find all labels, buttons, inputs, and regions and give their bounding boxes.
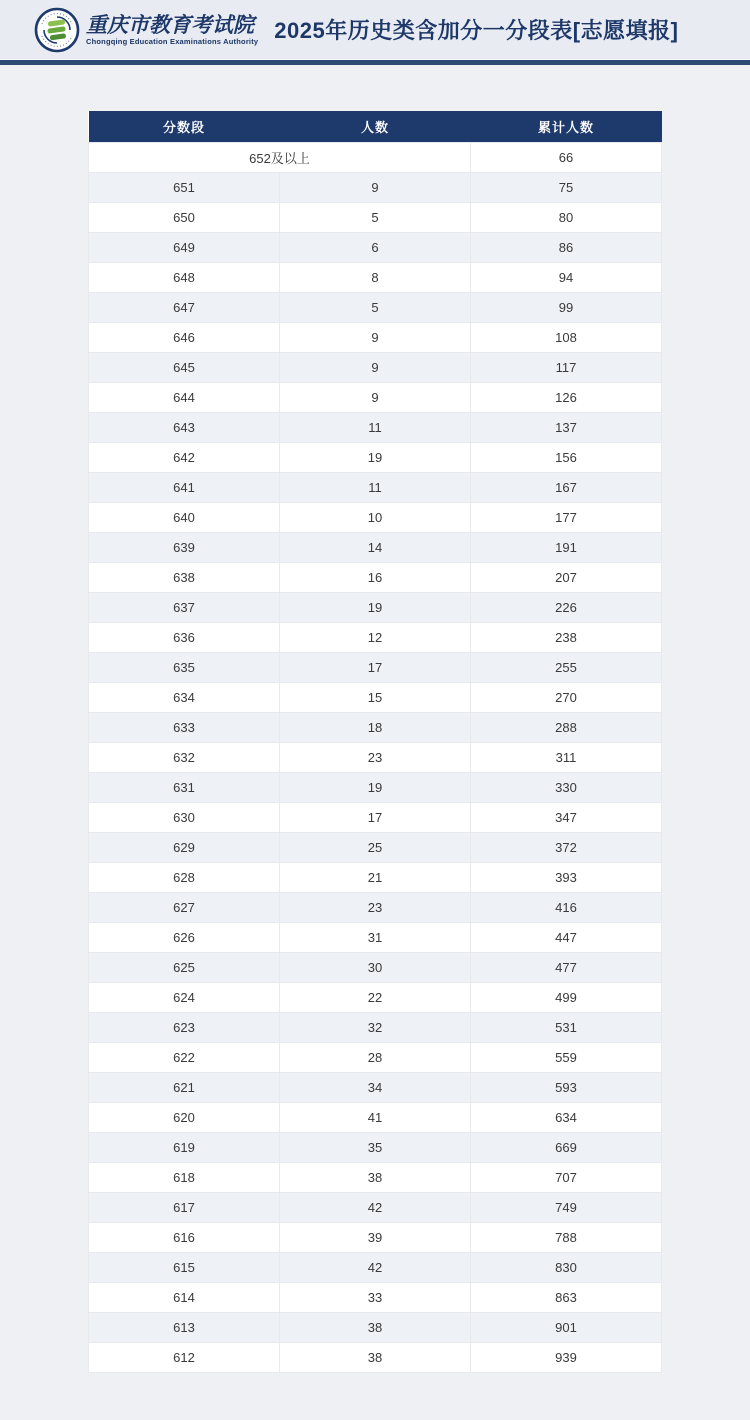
score-range-cell: 650 bbox=[89, 202, 280, 232]
table-row bbox=[89, 562, 662, 592]
table-row bbox=[89, 292, 662, 322]
cumulative-cell: 669 bbox=[471, 1132, 662, 1162]
score-range-cell: 626 bbox=[89, 922, 280, 952]
count-cell: 30 bbox=[280, 952, 471, 982]
cumulative-cell: 347 bbox=[471, 802, 662, 832]
score-range-cell: 645 bbox=[89, 352, 280, 382]
table-row bbox=[89, 892, 662, 922]
score-range-cell: 652及以上 bbox=[89, 142, 471, 172]
table-row bbox=[89, 1192, 662, 1222]
cumulative-cell: 226 bbox=[471, 592, 662, 622]
col-header-score-range: 分数段 bbox=[89, 111, 280, 142]
count-cell: 34 bbox=[280, 1072, 471, 1102]
cumulative-cell: 288 bbox=[471, 712, 662, 742]
col-header-count: 人数 bbox=[280, 111, 471, 142]
cumulative-cell: 330 bbox=[471, 772, 662, 802]
score-range-cell: 617 bbox=[89, 1192, 280, 1222]
score-table-body bbox=[89, 142, 662, 1372]
count-cell: 38 bbox=[280, 1312, 471, 1342]
cumulative-cell: 531 bbox=[471, 1012, 662, 1042]
count-cell: 12 bbox=[280, 622, 471, 652]
table-row bbox=[89, 712, 662, 742]
score-range-cell: 637 bbox=[89, 592, 280, 622]
count-cell: 28 bbox=[280, 1042, 471, 1072]
score-range-cell: 636 bbox=[89, 622, 280, 652]
count-cell: 11 bbox=[280, 412, 471, 442]
cumulative-cell: 416 bbox=[471, 892, 662, 922]
table-row bbox=[89, 532, 662, 562]
cumulative-cell: 447 bbox=[471, 922, 662, 952]
count-cell: 8 bbox=[280, 262, 471, 292]
count-cell: 16 bbox=[280, 562, 471, 592]
score-range-cell: 641 bbox=[89, 472, 280, 502]
cumulative-cell: 66 bbox=[471, 142, 662, 172]
table-row bbox=[89, 172, 662, 202]
count-cell: 39 bbox=[280, 1222, 471, 1252]
cumulative-cell: 593 bbox=[471, 1072, 662, 1102]
score-range-cell: 642 bbox=[89, 442, 280, 472]
score-range-cell: 629 bbox=[89, 832, 280, 862]
table-row bbox=[89, 652, 662, 682]
score-table bbox=[88, 111, 662, 1373]
count-cell: 9 bbox=[280, 172, 471, 202]
score-range-cell: 622 bbox=[89, 1042, 280, 1072]
count-cell: 15 bbox=[280, 682, 471, 712]
cumulative-cell: 137 bbox=[471, 412, 662, 442]
org-name-en: Chongqing Education Examinations Authority bbox=[86, 36, 259, 46]
table-row bbox=[89, 772, 662, 802]
score-range-cell: 613 bbox=[89, 1312, 280, 1342]
score-range-cell: 646 bbox=[89, 322, 280, 352]
score-range-cell: 644 bbox=[89, 382, 280, 412]
org-logo[interactable] bbox=[34, 7, 258, 53]
score-range-cell: 648 bbox=[89, 262, 280, 292]
count-cell: 19 bbox=[280, 772, 471, 802]
score-range-cell: 643 bbox=[89, 412, 280, 442]
count-cell: 9 bbox=[280, 382, 471, 412]
count-cell: 19 bbox=[280, 442, 471, 472]
cumulative-cell: 477 bbox=[471, 952, 662, 982]
table-row bbox=[89, 142, 662, 172]
cumulative-cell: 863 bbox=[471, 1282, 662, 1312]
score-range-cell: 623 bbox=[89, 1012, 280, 1042]
table-row bbox=[89, 202, 662, 232]
cumulative-cell: 707 bbox=[471, 1162, 662, 1192]
count-cell: 17 bbox=[280, 652, 471, 682]
score-range-cell: 639 bbox=[89, 532, 280, 562]
table-header-row bbox=[89, 111, 662, 142]
cumulative-cell: 939 bbox=[471, 1342, 662, 1372]
cumulative-cell: 634 bbox=[471, 1102, 662, 1132]
table-row bbox=[89, 382, 662, 412]
score-range-cell: 619 bbox=[89, 1132, 280, 1162]
count-cell: 23 bbox=[280, 742, 471, 772]
page-title: 2025年历史类含加分一分段表[志愿填报] bbox=[274, 18, 679, 43]
table-row bbox=[89, 412, 662, 442]
count-cell: 5 bbox=[280, 292, 471, 322]
table-row bbox=[89, 442, 662, 472]
cumulative-cell: 86 bbox=[471, 232, 662, 262]
cumulative-cell: 126 bbox=[471, 382, 662, 412]
cumulative-cell: 393 bbox=[471, 862, 662, 892]
cumulative-cell: 372 bbox=[471, 832, 662, 862]
score-range-cell: 638 bbox=[89, 562, 280, 592]
count-cell: 38 bbox=[280, 1342, 471, 1372]
cumulative-cell: 156 bbox=[471, 442, 662, 472]
score-range-cell: 647 bbox=[89, 292, 280, 322]
cumulative-cell: 901 bbox=[471, 1312, 662, 1342]
table-row bbox=[89, 922, 662, 952]
table-row bbox=[89, 1282, 662, 1312]
cumulative-cell: 749 bbox=[471, 1192, 662, 1222]
cumulative-cell: 830 bbox=[471, 1252, 662, 1282]
table-row bbox=[89, 1102, 662, 1132]
cumulative-cell: 191 bbox=[471, 532, 662, 562]
score-range-cell: 612 bbox=[89, 1342, 280, 1372]
site-header bbox=[0, 0, 750, 60]
score-range-cell: 625 bbox=[89, 952, 280, 982]
score-range-cell: 634 bbox=[89, 682, 280, 712]
table-row bbox=[89, 622, 662, 652]
count-cell: 42 bbox=[280, 1252, 471, 1282]
cumulative-cell: 94 bbox=[471, 262, 662, 292]
score-range-cell: 627 bbox=[89, 892, 280, 922]
cumulative-cell: 75 bbox=[471, 172, 662, 202]
score-range-cell: 635 bbox=[89, 652, 280, 682]
table-row bbox=[89, 262, 662, 292]
cumulative-cell: 499 bbox=[471, 982, 662, 1012]
count-cell: 9 bbox=[280, 352, 471, 382]
score-table-head bbox=[89, 111, 662, 142]
count-cell: 11 bbox=[280, 472, 471, 502]
table-row bbox=[89, 802, 662, 832]
count-cell: 10 bbox=[280, 502, 471, 532]
col-header-cumulative: 累计人数 bbox=[471, 111, 662, 142]
count-cell: 31 bbox=[280, 922, 471, 952]
count-cell: 23 bbox=[280, 892, 471, 922]
cumulative-cell: 99 bbox=[471, 292, 662, 322]
cumulative-cell: 177 bbox=[471, 502, 662, 532]
table-row bbox=[89, 952, 662, 982]
score-range-cell: 620 bbox=[89, 1102, 280, 1132]
score-range-cell: 633 bbox=[89, 712, 280, 742]
table-row bbox=[89, 1042, 662, 1072]
score-range-cell: 630 bbox=[89, 802, 280, 832]
count-cell: 25 bbox=[280, 832, 471, 862]
cumulative-cell: 255 bbox=[471, 652, 662, 682]
count-cell: 6 bbox=[280, 232, 471, 262]
content-area bbox=[0, 65, 750, 1373]
table-row bbox=[89, 1072, 662, 1102]
cumulative-cell: 311 bbox=[471, 742, 662, 772]
table-row bbox=[89, 832, 662, 862]
org-emblem-icon bbox=[34, 7, 80, 53]
org-name-zh: 重庆市教育考试院 bbox=[86, 11, 254, 37]
score-range-cell: 615 bbox=[89, 1252, 280, 1282]
cumulative-cell: 117 bbox=[471, 352, 662, 382]
table-row bbox=[89, 682, 662, 712]
score-range-cell: 628 bbox=[89, 862, 280, 892]
cumulative-cell: 167 bbox=[471, 472, 662, 502]
table-row bbox=[89, 322, 662, 352]
table-row bbox=[89, 502, 662, 532]
table-row bbox=[89, 1342, 662, 1372]
score-range-cell: 616 bbox=[89, 1222, 280, 1252]
table-row bbox=[89, 1252, 662, 1282]
score-range-cell: 621 bbox=[89, 1072, 280, 1102]
score-range-cell: 649 bbox=[89, 232, 280, 262]
count-cell: 38 bbox=[280, 1162, 471, 1192]
table-row bbox=[89, 1222, 662, 1252]
count-cell: 17 bbox=[280, 802, 471, 832]
count-cell: 33 bbox=[280, 1282, 471, 1312]
table-row bbox=[89, 472, 662, 502]
cumulative-cell: 559 bbox=[471, 1042, 662, 1072]
table-row bbox=[89, 862, 662, 892]
score-range-cell: 632 bbox=[89, 742, 280, 772]
score-range-cell: 614 bbox=[89, 1282, 280, 1312]
count-cell: 14 bbox=[280, 532, 471, 562]
count-cell: 32 bbox=[280, 1012, 471, 1042]
cumulative-cell: 80 bbox=[471, 202, 662, 232]
count-cell: 19 bbox=[280, 592, 471, 622]
cumulative-cell: 270 bbox=[471, 682, 662, 712]
count-cell: 22 bbox=[280, 982, 471, 1012]
table-row bbox=[89, 1012, 662, 1042]
table-row bbox=[89, 742, 662, 772]
score-range-cell: 624 bbox=[89, 982, 280, 1012]
score-range-cell: 640 bbox=[89, 502, 280, 532]
cumulative-cell: 207 bbox=[471, 562, 662, 592]
table-row bbox=[89, 1312, 662, 1342]
cumulative-cell: 108 bbox=[471, 322, 662, 352]
count-cell: 41 bbox=[280, 1102, 471, 1132]
count-cell: 35 bbox=[280, 1132, 471, 1162]
table-row bbox=[89, 352, 662, 382]
count-cell: 18 bbox=[280, 712, 471, 742]
table-row bbox=[89, 1162, 662, 1192]
table-row bbox=[89, 232, 662, 262]
cumulative-cell: 788 bbox=[471, 1222, 662, 1252]
cumulative-cell: 238 bbox=[471, 622, 662, 652]
table-row bbox=[89, 592, 662, 622]
count-cell: 21 bbox=[280, 862, 471, 892]
table-row bbox=[89, 1132, 662, 1162]
org-name-block bbox=[86, 13, 258, 47]
count-cell: 9 bbox=[280, 322, 471, 352]
count-cell: 5 bbox=[280, 202, 471, 232]
score-range-cell: 651 bbox=[89, 172, 280, 202]
score-range-cell: 631 bbox=[89, 772, 280, 802]
count-cell: 42 bbox=[280, 1192, 471, 1222]
score-range-cell: 618 bbox=[89, 1162, 280, 1192]
table-row bbox=[89, 982, 662, 1012]
